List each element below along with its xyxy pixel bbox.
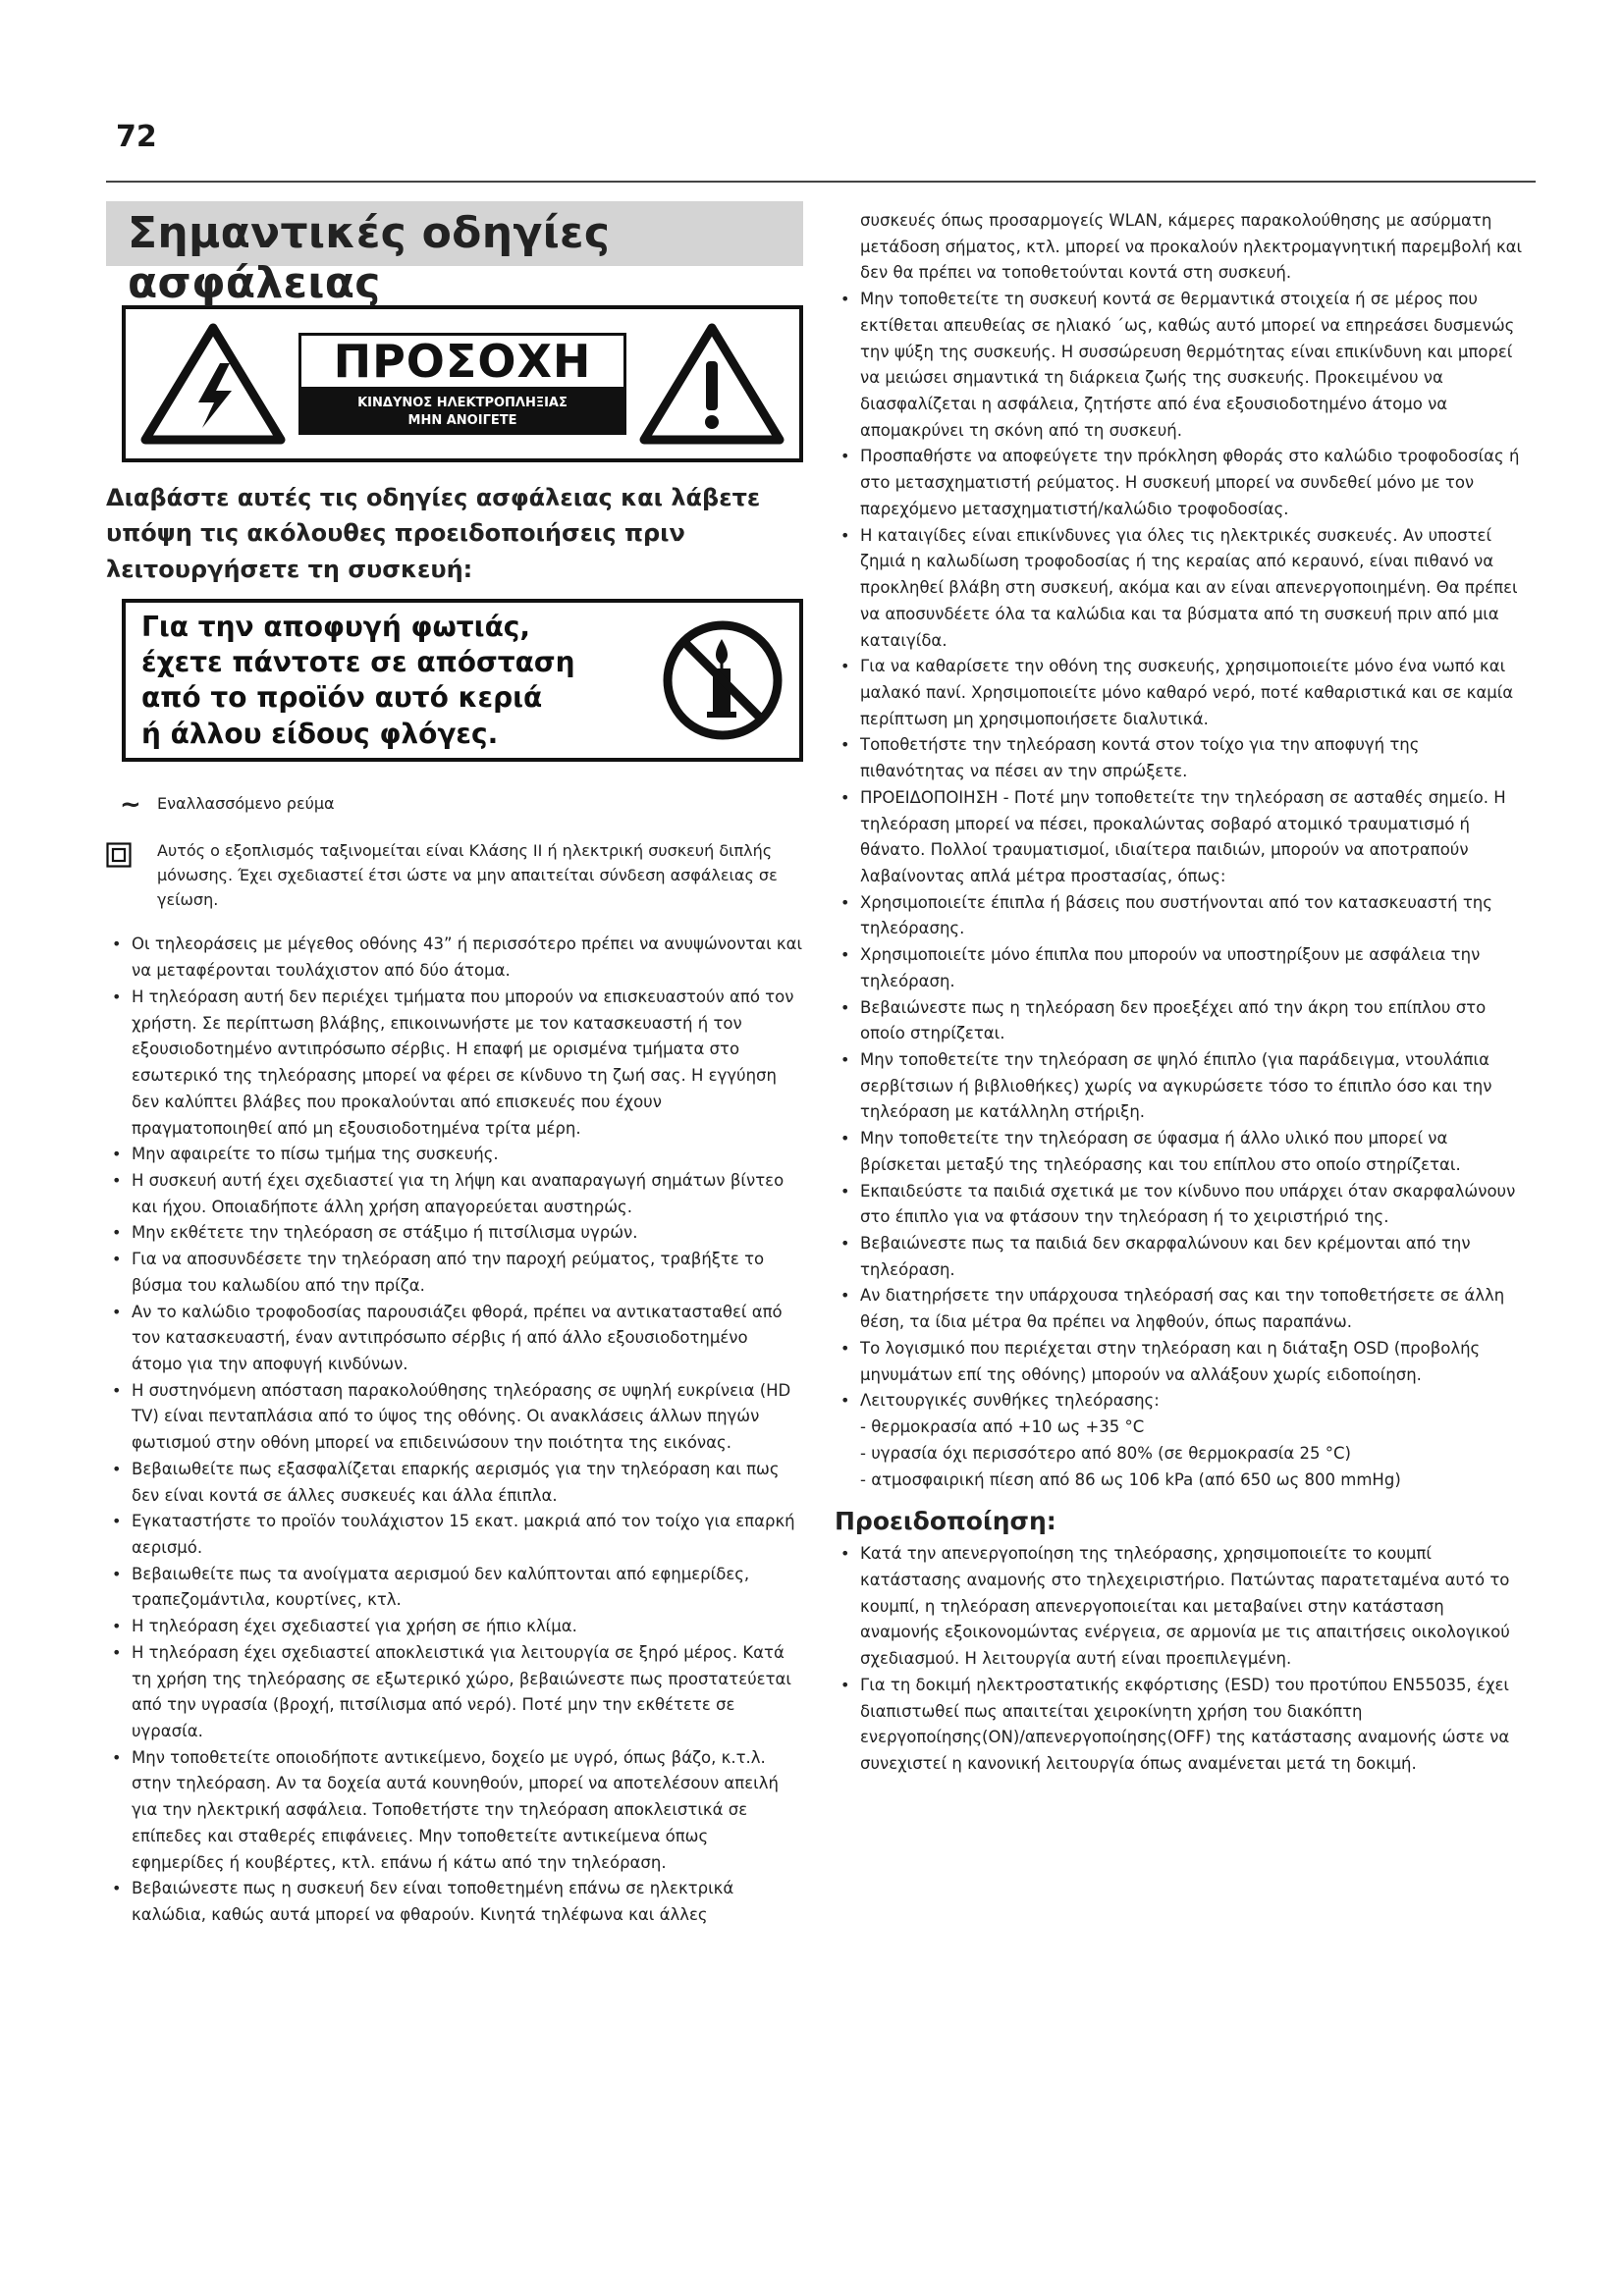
notice-heading: Προειδοποίηση: <box>835 1507 1056 1536</box>
list-item: • Εγκαταστήστε το προϊόν τουλάχιστον 15 εκατ. μακριά από τον τοίχο για επαρκή αερισμό. <box>106 1509 803 1561</box>
page-number: 72 <box>116 120 157 154</box>
operating-condition-pressure: - ατμοσφαιρική πίεση από 86 ως 106 kPa (από 650 ως 800 mmHg) <box>860 1469 1401 1489</box>
list-item: • Για να αποσυνδέσετε την τηλεόραση από την παροχή ρεύματος, τραβήξτε το βύσμα του καλωδίου από την πρίζα. <box>106 1247 803 1299</box>
list-item: • ΠΡΟΕΙΔΟΠΟΙΗΣΗ - Ποτέ μην τοποθετείτε την τηλεόραση σε ασταθές σημείο. Η τηλεόραση μπορεί να πέσει, προκαλώντας σοβαρό ατομικό τραυματισμό ή θάνατο. Πολλοί τραυματισμοί, ιδιαίτερα παιδιών, μπορούν να αποτραπούν λαβαίνοντας απλά μέτρα προστασίας, όπως: <box>835 785 1528 890</box>
page-title: Σημαντικές οδηγίες ασφάλειας <box>128 208 611 308</box>
fire-warning-line-1: Για την αποφυγή φωτιάς, <box>141 610 531 643</box>
list-item: • Η τηλεόραση έχει σχεδιαστεί για χρήση σε ήπιο κλίμα. <box>106 1614 803 1640</box>
electric-shock-warning-panel <box>122 305 803 462</box>
fire-warning-text <box>141 610 575 753</box>
list-item: • Τοποθετήστε την τηλεόραση κοντά στον τοίχο για την αποφυγή της πιθανότητας να πέσει αν την σπρώξετε. <box>835 732 1528 784</box>
operating-condition-temperature: - θερμοκρασία από +10 ως +35 °C <box>860 1417 1145 1437</box>
list-item: • Μην τοποθετείτε την τηλεόραση σε ψηλό έπιπλο (για παράδειγμα, ντουλάπια σερβίτσιων ή βιβλιοθήκες) χωρίς να αγκυρώσετε τόσο το έπιπλο όσο και την τηλεόραση με κατάλληλη στήριξη. <box>835 1047 1528 1126</box>
fire-warning-box <box>122 599 803 762</box>
continued-paragraph: συσκευές όπως προσαρμογείς WLAN, κάμερες παρακολούθησης με ασύρματη μετάδοση σήματος, κτλ. μπορεί να προκαλούν ηλεκτρομαγνητική παρεμβολή και δεν θα πρέπει να τοποθετούνται κοντά στη συσκευή. <box>860 211 1523 283</box>
list-item: • Βεβαιώνεστε πως η συσκευή δεν είναι τοποθετημένη επάνω σε ηλεκτρικά καλώδια, καθώς αυτά μπορεί να φθαρούν. Κινητά τηλέφωνα και άλλες <box>106 1876 803 1928</box>
list-item: • Η καταιγίδες είναι επικίνδυνες για όλες τις ηλεκτρικές συσκευές. Αν υποστεί ζημιά η καλωδίωση τροφοδοσίας ή της κεραίας από κεραυνό, είναι πιθανό να προκληθεί βλάβη στη συσκευή, ακόμα και αν είναι απενεργοποιημένη. Θα πρέπει να αποσυνδέετε όλα τα καλώδια και τα βύσματα από τη συσκευή πριν από μια καταιγίδα. <box>835 523 1528 655</box>
list-item: • Για τη δοκιμή ηλεκτροστατικής εκφόρτισης (ESD) του προτύπου EN55035, έχει διαπιστωθεί πως απαιτείται χειροκίνητη χρήση του διακόπτη ενεργοποίησης(ON)/απενεργοποίησης(OFF) της κατάστασης αναμονής ώστε να συνεχιστεί η κανονική λειτουργία όπως αναμένεται μετά τη δοκιμή. <box>835 1673 1528 1778</box>
list-item: • Κατά την απενεργοποίηση της τηλεόρασης, χρησιμοποιείτε το κουμπί κατάστασης αναμονής στο τηλεχειριστήριο. Πατώντας παρατεταμένα αυτό το κουμπί, η τηλεόραση απενεργοποιείται και μεταβαίνει στην κατάσταση αναμονής εξοικονομώντας ενέργεια, σε αρμονία με τις απαιτήσεις οικολογικού σχεδιασμού. Η λειτουργία αυτή είναι προεπιλεγμένη. <box>835 1541 1528 1673</box>
list-item: • Μην τοποθετείτε οποιοδήποτε αντικείμενο, δοχείο με υγρό, όπως βάζο, κ.τ.λ. στην τηλεόραση. Αν τα δοχεία αυτά κουνηθούν, μπορεί να αποτελέσουν απειλή για την ηλεκτρική ασφάλεια. Τοποθετήστε την τηλεόραση αποκλειστικά σε επίπεδες και σταθερές επιφάνειες. Μην τοποθετείτε αντικείμενα όπως εφημερίδες ή κουβέρτες, κτλ. επάνω ή κάτω από την τηλεόραση. <box>106 1745 803 1877</box>
list-item: • Χρησιμοποιείτε έπιπλα ή βάσεις που συστήνονται από τον κατασκευαστή της τηλεόρασης. <box>835 890 1528 942</box>
title-banner <box>106 201 803 308</box>
warning-line-2: ΜΗΝ ΑΝΟΙΓΕΤΕ <box>407 413 517 428</box>
no-open-flame-icon <box>660 617 785 743</box>
notice-bullet-list <box>835 1541 1528 1777</box>
class-ii-double-insulation-icon <box>106 842 132 868</box>
list-item: • Οι τηλεοράσεις με μέγεθος οθόνης 43” ή περισσότερο πρέπει να ανυψώνονται και να μεταφέρονται τουλάχιστον από δύο άτομα. <box>106 932 803 984</box>
list-item: • Αν το καλώδιο τροφοδοσίας παρουσιάζει φθορά, πρέπει να αντικατασταθεί από τον κατασκευαστή, έναν αντιπρόσωπο σέρβις ή από άλλο εξουσιοδοτημένο άτομο για την αποφυγή κινδύνων. <box>106 1300 803 1378</box>
operating-condition-humidity: - υγρασία όχι περισσότερο από 80% (σε θερμοκρασία 25 °C) <box>860 1443 1351 1463</box>
list-item: • Η τηλεόραση έχει σχεδιαστεί αποκλειστικά για λειτουργία σε ξηρό μέρος. Κατά τη χρήση της τηλεόρασης σε εξωτερικό χώρο, βεβαιώνεστε πως προστατεύεται από την υγρασία (βροχή, πιτσίλισμα από νερό). Ποτέ μην την εκθέτετε σε υγρασία. <box>106 1640 803 1745</box>
list-item: • Μην τοποθετείτε την τηλεόραση σε ύφασμα ή άλλο υλικό που μπορεί να βρίσκεται μεταξύ της τηλεόρασης και του επίπλου στο οποίο στηρίζεται. <box>835 1126 1528 1178</box>
list-item: • Βεβαιώνεστε πως η τηλεόραση δεν προεξέχει από την άκρη του επίπλου στο οποίο στηρίζεται. <box>835 995 1528 1047</box>
symbol-ac-text: Εναλλασσόμενο ρεύμα <box>157 794 335 814</box>
alternating-current-icon: ~ <box>120 790 141 821</box>
list-item: • Η τηλεόραση αυτή δεν περιέχει τμήματα που μπορούν να επισκευαστούν από τον χρήστη. Σε περίπτωση βλάβης, επικοινωνήστε με τον κατασκευαστή ή τον εξουσιοδοτημένο αντιπρόσωπο σέρβις. Η επαφή με ορισμένα τμήματα στο εσωτερικό της τηλεόρασης μπορεί να φέρει σε κίνδυνο τη ζωή σας. Η εγγύηση δεν καλύπτει βλάβες που προκαλούνται από επισκευές που έχουν πραγματοποιηθεί από μη εξουσιοδοτημένα τρίτα μέρη. <box>106 985 803 1142</box>
symbol-row-class-ii <box>106 838 803 913</box>
header-rule <box>106 181 1536 183</box>
left-bullet-list <box>106 932 803 1928</box>
list-item: • Χρησιμοποιείτε μόνο έπιπλα που μπορούν να υποστηρίξουν με ασφάλεια την τηλεόραση. <box>835 942 1528 994</box>
list-item: • Προσπαθήστε να αποφεύγετε την πρόκληση φθοράς στο καλώδιο τροφοδοσίας ή στο μετασχηματιστή ρεύματος. Η συσκευή μπορεί να συνδεθεί μόνο με τον παρεχόμενο μετασχηματιστή/καλώδιο τροφοδοσίας. <box>835 444 1528 522</box>
warning-heading-box <box>298 333 626 390</box>
warning-subtext <box>298 390 626 434</box>
list-item: • Βεβαιώνεστε πως τα παιδιά δεν σκαρφαλώνουν και δεν κρέμονται από την τηλεόραση. <box>835 1231 1528 1283</box>
list-item: • Μην αφαιρείτε το πίσω τμήμα της συσκευής. <box>106 1142 803 1168</box>
symbol-class-ii-text: Αυτός ο εξοπλισμός ταξινομείται είναι Κλάσης II ή ηλεκτρική συσκευή διπλής μόνωσης. Έχει σχεδιαστεί έτσι ώστε να μην απαιτείται σύνδεση ασφάλειας σε γείωση. <box>157 840 778 910</box>
list-item: • Για να καθαρίσετε την οθόνη της συσκευής, χρησιμοποιείτε μόνο ένα νωπό και μαλακό πανί. Χρησιμοποιείτε μόνο καθαρό νερό, ποτέ καθαριστικά και σε καμία περίπτωση μη χρησιμοποιήσετε διαλυτικά. <box>835 654 1528 732</box>
warning-heading: ΠΡΟΣΟΧΗ <box>333 335 592 389</box>
list-item: • Λειτουργικές συνθήκες τηλεόρασης: <box>835 1388 1528 1415</box>
right-bullet-list <box>835 287 1528 1415</box>
right-column <box>835 208 1528 1778</box>
fire-warning-line-2: έχετε πάντοτε σε απόσταση <box>141 646 575 679</box>
list-item: • Βεβαιωθείτε πως εξασφαλίζεται επαρκής αερισμός για την τηλεόραση και πως δεν είναι κοντά σε άλλες συσκευές και άλλα έπιπλα. <box>106 1457 803 1509</box>
symbol-row-ac <box>106 790 803 821</box>
list-item: • Η συσκευή αυτή έχει σχεδιαστεί για τη λήψη και αναπαραγωγή σημάτων βίντεο και ήχου. Οποιαδήποτε άλλη χρήση απαγορεύεται αυστηρώς. <box>106 1168 803 1220</box>
left-column <box>106 201 803 1929</box>
warning-label <box>298 333 626 434</box>
list-item: • Μην τοποθετείτε τη συσκευή κοντά σε θερμαντικά στοιχεία ή σε μέρος που εκτίθεται απευθείας σε ηλιακό ΄ως, καθώς αυτό μπορεί να επηρεάσει δυσμενώς την ψύξη της συσκευής. Η συσσώρευση θερμότητας είναι επικίνδυνη και μπορεί να μειώσει σημαντικά τη διάρκεια ζωής της συσκευής. Προκειμένου να διασφαλίζεται η ασφάλεια, ζητήστε από ένα εξουσιοδοτημένο άτομο να απομακρύνει τη σκόνη από τη συσκευή. <box>835 287 1528 444</box>
list-item: • Μην εκθέτετε την τηλεόραση σε στάξιμο ή πιτσίλισμα υγρών. <box>106 1220 803 1247</box>
list-item: • Το λογισμικό που περιέχεται στην τηλεόραση και η διάταξη OSD (προβολής μηνυμάτων επί της οθόνης) μπορούν να αλλάξουν χωρίς ειδοποίηση. <box>835 1336 1528 1388</box>
warning-line-1: ΚΙΝΔΥΝΟΣ ΗΛΕΚΤΡΟΠΛΗΞΙΑΣ <box>357 396 568 411</box>
exclamation-warning-icon <box>638 322 785 446</box>
list-item: • Αν διατηρήσετε την υπάρχουσα τηλεόρασή σας και την τοποθετήσετε σε άλλη θέση, τα ίδια μέτρα θα πρέπει να ληφθούν, όπως παραπάνω. <box>835 1283 1528 1335</box>
list-item: • Βεβαιωθείτε πως τα ανοίγματα αερισμού δεν καλύπτονται από εφημερίδες, τραπεζομάντιλα, κουρτίνες, κτλ. <box>106 1562 803 1614</box>
fire-warning-line-3: από το προϊόν αυτό κεριά <box>141 681 543 715</box>
intro-paragraph: Διαβάστε αυτές τις οδηγίες ασφάλειας και λάβετε υπόψη τις ακόλουθες προειδοποιήσεις πριν λειτουργήσετε τη συσκευή: <box>106 484 761 583</box>
list-item: • Η συστηνόμενη απόσταση παρακολούθησης τηλεόρασης σε υψηλή ευκρίνεια (HD TV) είναι πενταπλάσια από το ύψος της οθόνης. Οι ανακλάσεις άλλων πηγών φωτισμού στην οθόνη μπορεί να επιδεινώσουν την ποιότητα της εικόνας. <box>106 1378 803 1457</box>
fire-warning-line-4: ή άλλου είδους φλόγες. <box>141 717 499 750</box>
list-item: • Εκπαιδεύστε τα παιδιά σχετικά με τον κίνδυνο που υπάρχει όταν σκαρφαλώνουν στο έπιπλο για να φτάσουν την τηλεόραση ή το χειριστήριό της. <box>835 1179 1528 1231</box>
high-voltage-warning-icon <box>139 322 287 446</box>
